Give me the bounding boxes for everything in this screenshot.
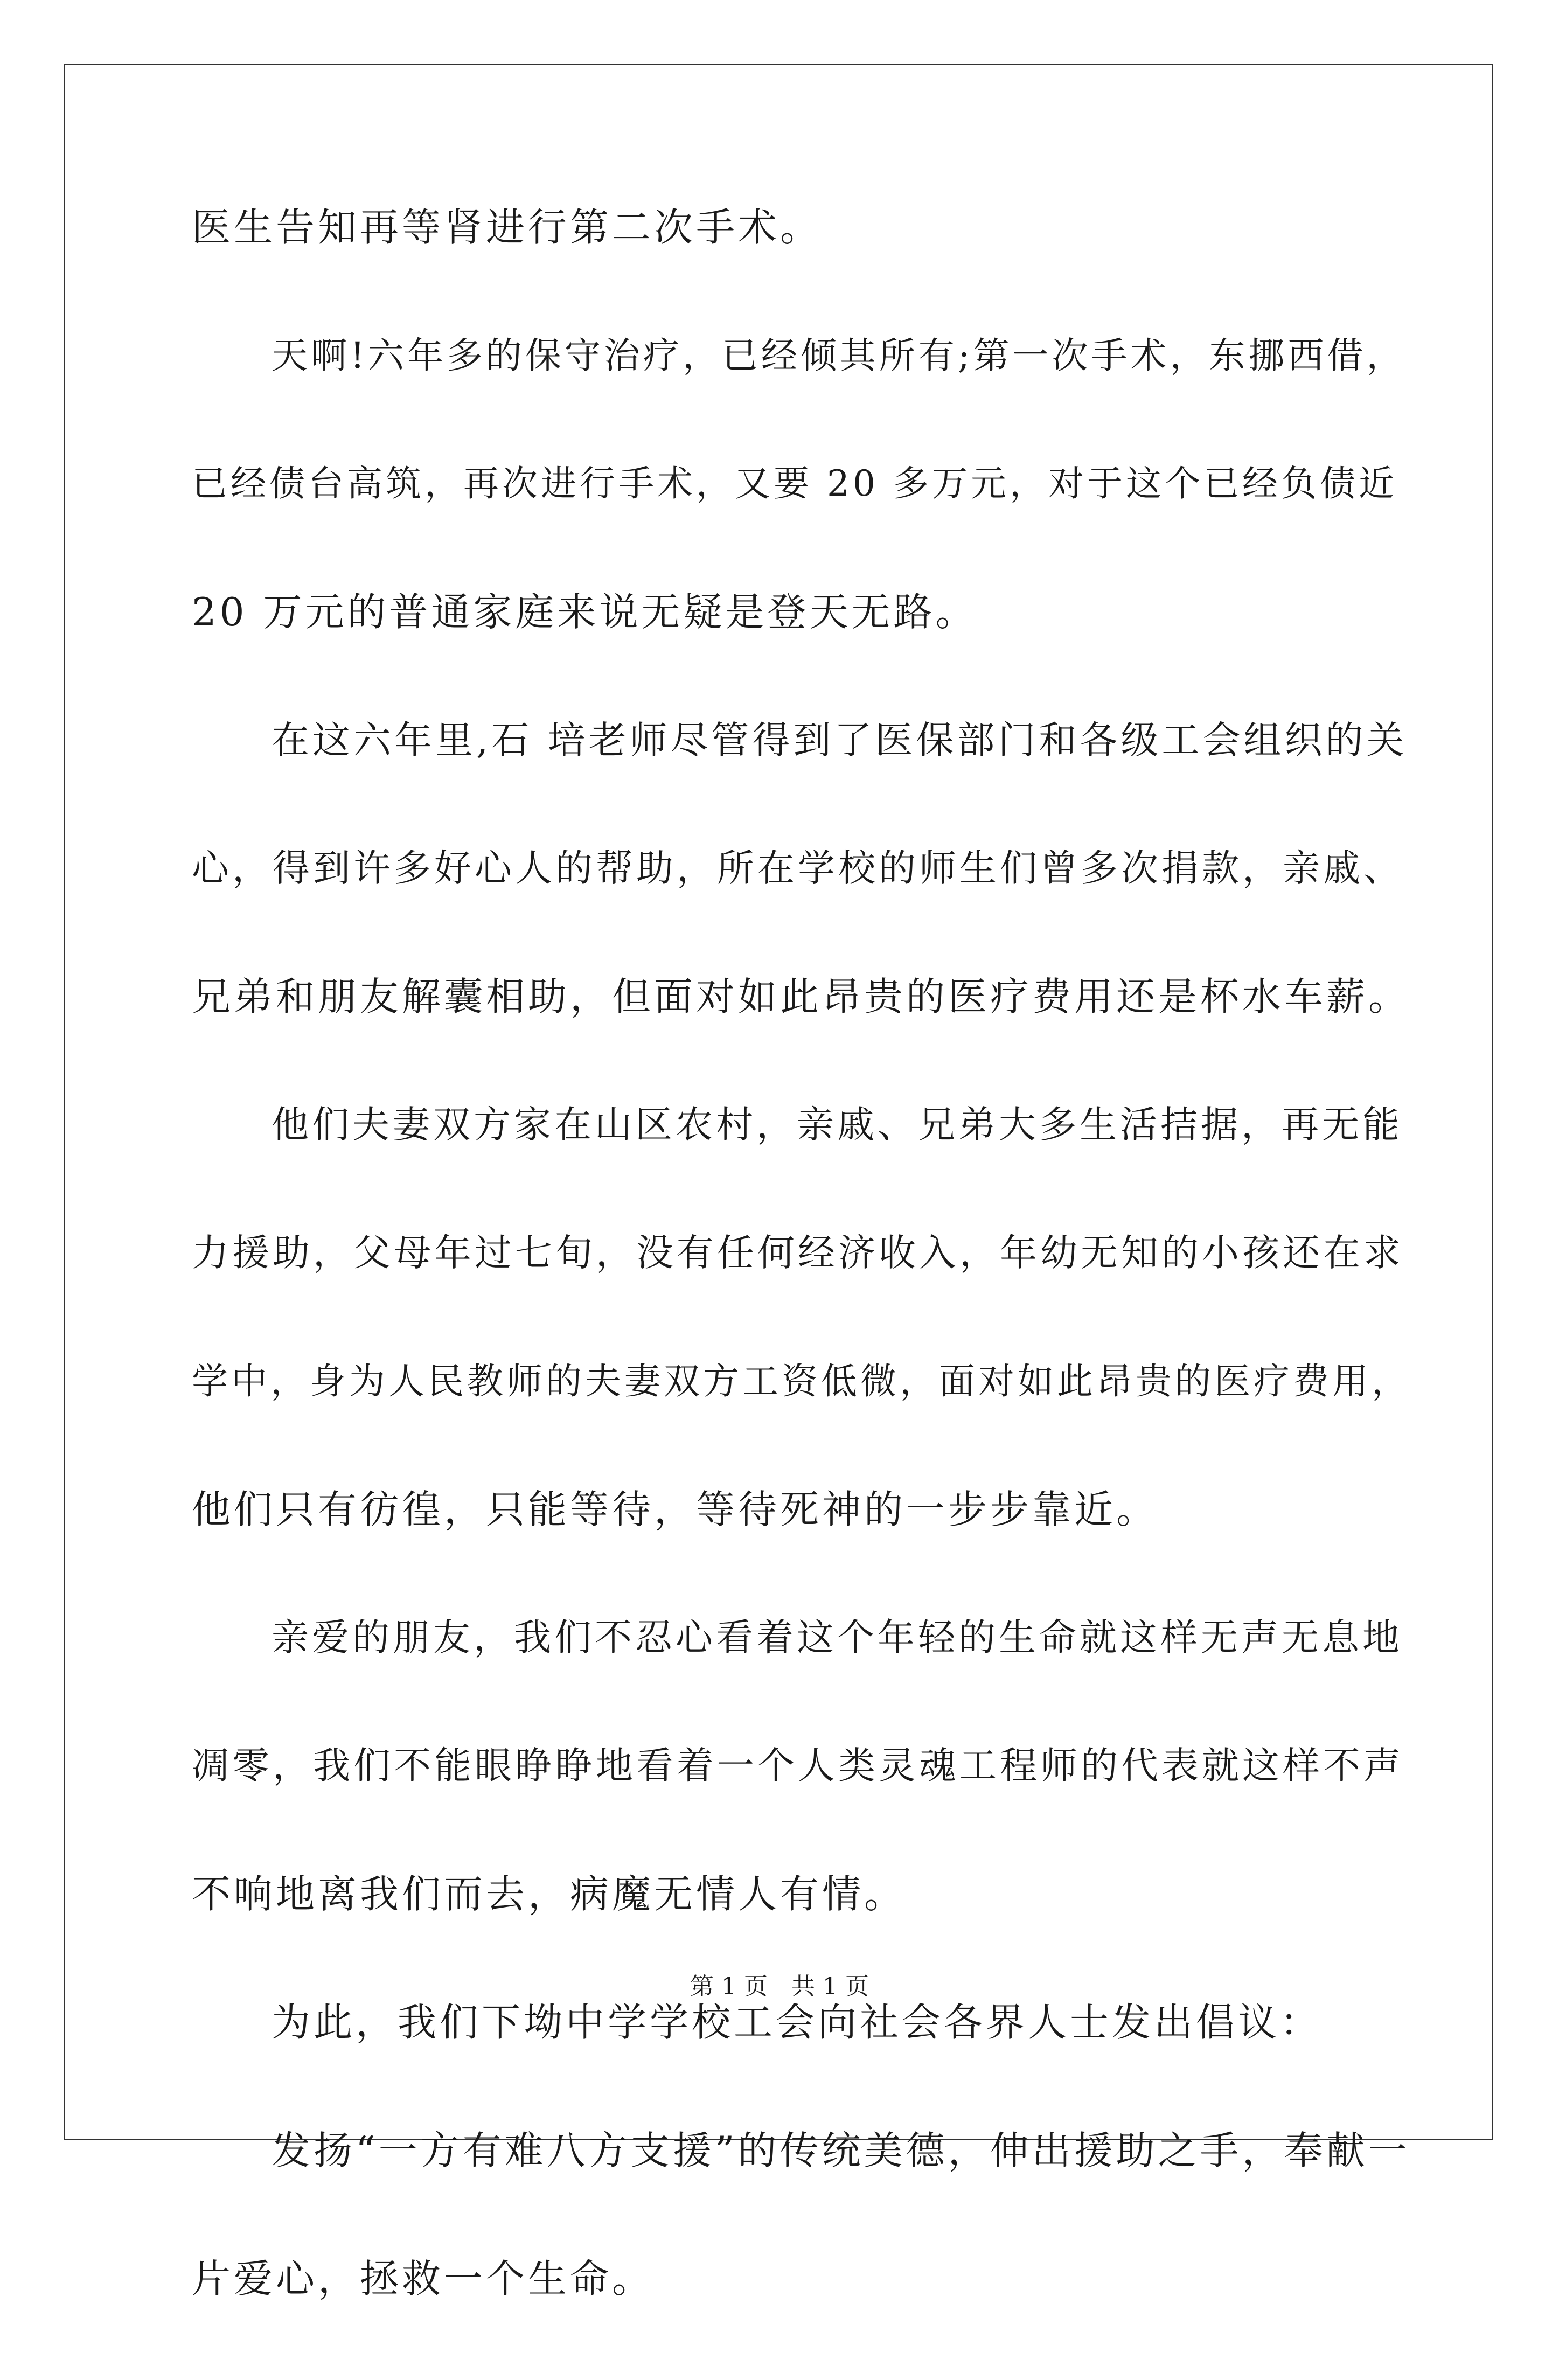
line-text: 已经债台高筑，再次进行手术，又要 20 多万元，对于这个已经负债近 bbox=[192, 463, 1397, 504]
line-text: 兄弟和朋友解囊相助，但面对如此昂贵的医疗费用还是杯水车薪。 bbox=[192, 974, 1411, 1019]
line-text: 他们夫妻双方家在山区农村，亲戚、兄弟大多生活拮据，再无能 bbox=[272, 1103, 1403, 1146]
text-line-15 bbox=[192, 1995, 1412, 2124]
text-line-13 bbox=[192, 1739, 1412, 1867]
text-line-5 bbox=[192, 713, 1412, 841]
text-line-6 bbox=[192, 841, 1412, 970]
page-footer: 第 1 页 共 1 页 bbox=[690, 1973, 869, 2000]
text-line-9 bbox=[192, 1226, 1412, 1354]
text-line-12 bbox=[192, 1611, 1412, 1739]
text-line-8 bbox=[192, 1098, 1412, 1226]
line-text: 发扬“一方有难八方支援”的传统美德，伸出援助之手，奉献一 bbox=[272, 2128, 1410, 2173]
line-text: 凋零，我们不能眼睁睁地看着一个人类灵魂工程师的代表就这样不声 bbox=[192, 1744, 1404, 1787]
text-line-10 bbox=[192, 1354, 1412, 1483]
line-text: 他们只有彷徨，只能等待，等待死神的一步步靠近。 bbox=[192, 1487, 1159, 1532]
document-body bbox=[192, 200, 1412, 2380]
line-text: 心，得到许多好心人的帮助，所在学校的师生们曾多次捐款，亲戚、 bbox=[192, 847, 1404, 890]
text-line-16 bbox=[192, 2124, 1412, 2252]
line-text: 亲爱的朋友，我们不忍心看着这个年轻的生命就这样无声无息地 bbox=[272, 1616, 1403, 1659]
line-text: 在这六年里,石 培老师尽管得到了医保部门和各级工会组织的关 bbox=[272, 718, 1408, 762]
line-text: 为此，我们下坳中学学校工会向社会各界人士发出倡议： bbox=[272, 2000, 1323, 2045]
line-text: 天啊!六年多的保守治疗，已经倾其所有;第一次手术，东挪西借， bbox=[272, 335, 1406, 377]
line-text: 学中，身为人民教师的夫妻双方工资低微，面对如此昂贵的医疗费用， bbox=[192, 1360, 1411, 1402]
line-text: 片爱心，拯救一个生命。 bbox=[192, 2256, 655, 2301]
text-line-4 bbox=[192, 585, 1412, 713]
text-line-11 bbox=[192, 1483, 1412, 1611]
line-text: 不响地离我们而去，病魔无情人有情。 bbox=[192, 1871, 907, 1917]
text-line-2 bbox=[192, 329, 1412, 457]
text-line-17 bbox=[192, 2252, 1412, 2380]
line-text: 医生告知再等肾进行第二次手术。 bbox=[192, 205, 823, 250]
line-text: 20 万元的普通家庭来说无疑是登天无路。 bbox=[192, 589, 978, 635]
text-line-3 bbox=[192, 457, 1412, 585]
text-line-7 bbox=[192, 970, 1412, 1098]
text-line-1 bbox=[192, 200, 1412, 329]
line-text: 力援助，父母年过七旬，没有任何经济收入，年幼无知的小孩还在求 bbox=[192, 1231, 1404, 1275]
